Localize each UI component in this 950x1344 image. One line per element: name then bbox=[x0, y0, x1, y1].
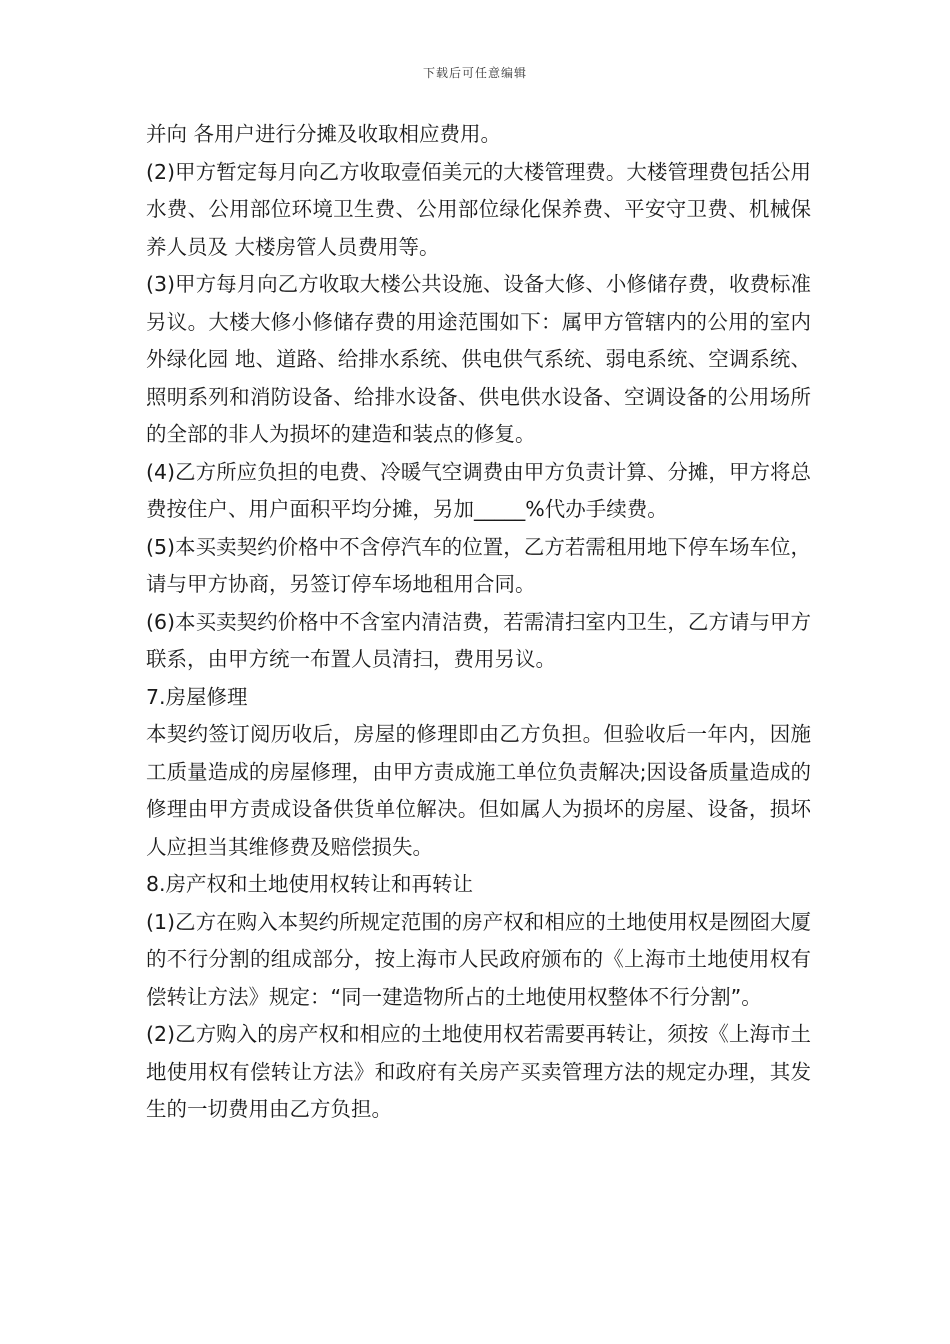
paragraph-fee-allocation-end: 并向 各用户进行分摊及收取相应费用。 bbox=[146, 122, 502, 146]
paragraph-repair-reserve: (3)甲方每月向乙方收取大楼公共设施、设备大修、小修储存费，收费标准 另议。大楼大修小修储存费的用途范围如下：属甲方管辖内的公用的室内外绿化园 地、道路、给排水系统、供电供气系统、弱电系统、空调系统、照明系列和消防设备、给排水设备、供电供水设备、空调设备的公用场所的全部的非人为损坏的建造和装点的修复。 bbox=[146, 272, 811, 446]
paragraph-electricity-fee: (4)乙方所应负担的电费、冷暖气空调费由甲方负责计算、分摊，甲方将总费按住户、用户面积平均分摊，另加_____%代办手续费。 bbox=[146, 459, 811, 521]
paragraph-house-repair: 本契约签订阅历收后，房屋的修理即由乙方负担。但验收后一年内，因施工质量造成的房屋修理，由甲方责成施工单位负责解决;因设备质量造成的修理由甲方责成设备供货单位解决。但如属人为损坏的房屋、设备，损坏人应担当其维修费及赔偿损失。 bbox=[146, 722, 811, 859]
document-body bbox=[146, 116, 811, 1129]
section-heading-house-repair: 7.房屋修理 bbox=[146, 684, 248, 709]
paragraph-cleaning: (6)本买卖契约价格中不含室内清洁费，若需清扫室内卫生，乙方请与甲方 联系，由甲方统一布置人员清扫，费用另议。 bbox=[146, 609, 811, 671]
paragraph-resale: (2)乙方购入的房产权和相应的土地使用权若需要再转让，须按《上海市土地使用权有偿转让方法》和政府有关房产买卖管理方法的规定办理，其发生的一切费用由乙方负担。 bbox=[146, 1022, 811, 1121]
page-header: 下载后可任意编辑 bbox=[422, 66, 527, 80]
paragraph-management-fee: (2)甲方暂定每月向乙方收取壹佰美元的大楼管理费。大楼管理费包括公用 水费、公用部位环境卫生费、公用部位绿化保养费、平安守卫费、机械保养人员及 大楼房管人员费用等。 bbox=[146, 159, 811, 259]
section-heading-property-transfer: 8.房产权和土地使用权转让和再转让 bbox=[146, 872, 474, 896]
paragraph-parking: (5)本买卖契约价格中不含停汽车的位置，乙方若需租用地下停车场车位，请与甲方协商，另签订停车场地租用合同。 bbox=[146, 534, 811, 596]
paragraph-land-use-right: (1)乙方在购入本契约所规定范围的房产权和相应的土地使用权是囫囵大厦的不行分割的组成部分，按上海市人民政府颁布的《上海市土地使用权有偿转让方法》规定：“同一建造物所占的土地使用权整体不行分割”。 bbox=[146, 909, 811, 1009]
